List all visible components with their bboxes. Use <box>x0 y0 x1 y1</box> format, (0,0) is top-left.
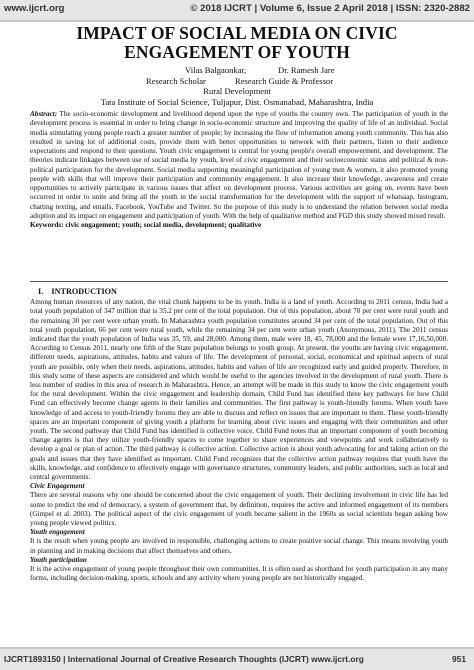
section-number: I. <box>38 287 44 296</box>
abstract-label: Abstract: <box>30 110 58 118</box>
youth-participation-heading: Youth participation <box>30 555 87 564</box>
youth-engagement-paragraph: It is the result when young people are involved in responsible, challenging actions to create positive social change. This means involving youth in planning and in making decisions that affect themselves and others. <box>30 537 448 555</box>
author-department: Rural Development <box>203 86 271 97</box>
intro-paragraph: Among human resources of any nation, the vital chunk happens to be its youth. India is a land of youth. According to 2011 census, India had a total youth population of 347 million that is 35.2 per cent of the total population. Out of this population, about 70 per cent were rural youth and the remaining 30 per cent were urban youth. In Maharashtra youth population constitutes around 34 per cent of the total population. Out of this total youth population, 66 per cent were rural youth, while the remaining 34 per cent were urban youth (Anonymous, 2011). The 2011 census indicated that the youth population of India was 35, 59, and 28,000. Among them, male were 18, 45, 78,000 and the female were 17,16,50,000. According to Census 2011, nearly one fifth of the State population belongs to youth group. At present, the youths are having civic engagement, different needs, aspirations, attitudes, habits and values of life. The development of personal, social, economical and spiritual aspects of rural youth are possible, only when their needs, aspirations, attitudes, habits and values of life are recognized early and guided properly. Therefore, in this study some of these aspects are considered and which would be useful to the agencies involved in the development of rural youth. There is less number of studies in this area of research in Maharashtra. Hence, an attempt will be made in this study to know the civic engagement youth for the rural development. Within the civic engagement and leadership domain, Child Fund has identified three key pathways for how Child Fund can effectively become change agents in their families and communities. The first pathway is youth-friendly forums. When youth have knowledge of and access to youth-friendly forums they are able to discuss and reflect on issues that are important to them. These youth-friendly spaces are an important component of giving youth a platform for learning about civic issues and engaging with their communities and other youth. The second pathway that Child Fund has identified is collective voice. Child Fund notes that an important component of youth becoming change agents is that they utilize youth-friendly spaces to come together to share experiences and viewpoints and work collaboratively to develop a goal or plan of action. The third pathway is collective action. Collective action is about youth advocating for and taking action on the goals and issues that they have identified as important. Child Fund recognizes that the collective action pathway requires that youth have the skills, knowledge, and confidence to effectively engage with governance structures, community leaders, and public authorities, such as local and central governments. <box>30 298 448 482</box>
footer-citation: IJCRT1893150 | International Journal of Creative Research Thoughts (IJCRT) www.ijcrt.org <box>4 654 364 664</box>
author-institute: Tata Institute of Social Science, Tuljapur, Dist. Osmanabad, Maharashtra, India <box>100 96 374 107</box>
introduction-section <box>30 287 448 584</box>
paper-title <box>0 24 474 62</box>
title-line-1: IMPACT OF SOCIAL MEDIA ON CIVIC <box>76 23 398 43</box>
civic-engagement-heading: Civic Engagement <box>30 482 85 491</box>
author-name-1: Vilas Balgaonkar, <box>185 65 247 75</box>
civic-engagement-paragraph: There are several reasons why one should be concerned about the civic engagement of youth. Their declining involvement in civic life has led some to predict the end of democracy, a system of government that, by definition, requires the active and informed engagement of its members (Gimpel et al. 2003). The political aspect of the civic engagement of youth became salient in the 1960s as social scientists began asking how young people viewed politics. <box>30 491 448 528</box>
journal-footer-bar <box>0 647 474 670</box>
title-line-2: ENGAGEMENT OF YOUTH <box>124 42 350 62</box>
section-title: INTRODUCTION <box>51 287 117 296</box>
abstract-text: The socio-economic development and livelihood depend upon the type of youths the country own. The participation of youth in the development process is essential in order to bring change in socio-economic structure and improving the quality of life of an individual. Social media stimulating young people reach a greater number of people; by increasing the flow of information among youth community. This has also resulted in saving lot of additional costs, provide them with better opportunities to network with their partners, listen to their audience expectations and respond to their questions. Youth civic engagement is central for young people's overall empowerment, and development. The theories indicate linkages between use of social media by youth, level of civic engagement and their socioeconomic status and political & non-political participation for the development. Social media supporting meaningful participation of young men & women, it also promoted young people with skills that will improve their participation and community engagement. It also increase their knowledge, awareness and create opportunities to actively participate in various issues that affect on development process. Various activities are going on, events have been occurred in order to unite and bring all the youth in the social transformation for the development with the support of whatsaap, histogram, chatting texting, and emails, Facebook, YouTube and Twitter. So the purpose of this study is to understand the relation between social media adoption and its impact on engagement and participation of youth. With the help of qualitative method and FGD this study showed mixed result. <box>30 110 448 220</box>
abstract-section <box>30 110 448 230</box>
youth-participation-paragraph: It is the active engagement of young people throughout their own communities. It is often used as shorthand for youth participation in any many forms, including decision-making, sports, schools and any activity where young people are not historically engaged. <box>30 565 448 583</box>
section-heading <box>38 287 448 296</box>
author-name-2: Dr. Ramesh Jare <box>278 65 335 75</box>
section-divider <box>30 281 448 282</box>
journal-header-bar <box>0 0 474 22</box>
youth-engagement-heading: Youth engagement <box>30 528 85 537</box>
author-role-2: Research Guide & Professor <box>235 75 334 86</box>
author-block <box>0 65 474 107</box>
journal-url: www.ijcrt.org <box>4 3 65 14</box>
author-role-1: Research Scholar <box>146 75 206 86</box>
page-number: 951 <box>452 654 466 664</box>
journal-issue-info: © 2018 IJCRT | Volume 6, Issue 2 April 2018 | ISSN: 2320-2882 <box>190 3 470 14</box>
keywords-line: Keywords: civic engagement; youth; social media, development; qualitative <box>30 221 262 229</box>
